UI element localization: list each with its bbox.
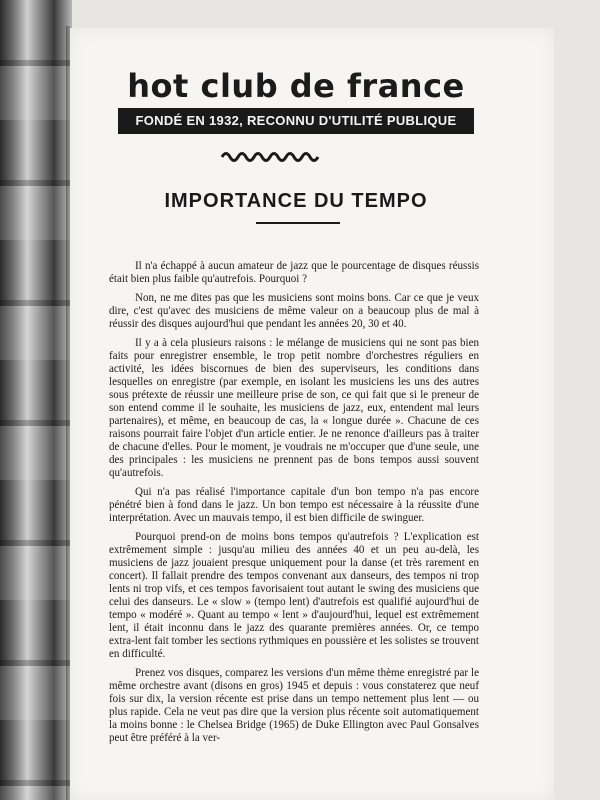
article-title: IMPORTANCE DU TEMPO [164, 190, 428, 212]
wave-ornament-icon [220, 148, 320, 162]
paragraph: Qui n'a pas réalisé l'importance capitale d'un bon tempo n'a pas encore pénétré bien à fond dans le jazz. Un bon tempo est nécessaire à la réussite d'une interprétation. Avec un mauvais tempo, il est bien difficile de swinguer. [109, 486, 479, 524]
article-body [109, 260, 479, 751]
title-underline [256, 222, 340, 224]
paragraph: Prenez vos disques, comparez les versions d'un même thème enregistré par le même orchestre avant (disons en gros) 1945 et depuis : vous constaterez que neuf fois sur dix, la version récente est prise dans un tempo nettement plus lent — ou plus rapide. Cela ne veut pas dire que la version plus récente soit automatiquement la moins bonne : le Chelsea Bridge (1965) de Duke Ellington avec Paul Gonsalves peut être préféré à la ver- [109, 667, 479, 744]
masthead [110, 66, 482, 134]
paragraph: Il n'a échappé à aucun amateur de jazz que le pourcentage de disques réussis était bien plus faible qu'autrefois. Pourquoi ? [109, 260, 479, 285]
founding-banner: FONDÉ EN 1932, RECONNU D'UTILITÉ PUBLIQUE [118, 108, 474, 134]
club-title: hot club de france [127, 67, 465, 105]
paragraph: Non, ne me dites pas que les musiciens sont moins bons. Car ce que je veux dire, c'est qu'avec des musiciens de même valeur on a beaucoup plus de mal à réussir des disques aujourd'hui que pendant les années 20, 30 et 40. [109, 292, 479, 330]
paragraph: Il y a à cela plusieurs raisons : le mélange de musiciens qui ne sont pas bien faits pour enregistrer ensemble, le trop petit nombre d'orchestres réguliers en activité, les idées biscornues de bien des superviseurs, les conditions dans lesquelles on enregistre (par exemple, en isolant les musiciens les uns des autres sous prétexte de réussir une meilleure prise de son, ce qui fait que si le preneur de son entend comme il le souhaite, les musiciens de jazz, eux, entendent mal leurs partenaires), et même, en beaucoup de cas, la « longue durée ». Chacune de ces raisons pourrait faire l'objet d'un article entier. Je ne renonce d'ailleurs pas à traiter de chacune d'elles. Pour le moment, je voudrais ne m'occuper que d'une seule, une des principales : les musiciens ne prennent pas de bons tempos aussi souvent qu'autrefois. [109, 337, 479, 479]
cover-photo-edge [0, 0, 72, 800]
paragraph: Pourquoi prend-on de moins bons tempos qu'autrefois ? L'explication est extrêmement simple : jusqu'au milieu des années 40 et un peu au-delà, les musiciens de jazz jouaient presque uniquement pour la danse (et très rarement en concert). Il fallait prendre des tempos convenant aux danseurs, des tempos ni trop lents ni trop vifs, et ces tempos favorisaient tout autant le swing des musiciens que celui des danseurs. Le « slow » (tempo lent) d'autrefois est qualifié aujourd'hui de tempo « modéré ». Quant au tempo « lent » d'aujourd'hui, lequel est extrêmement lent, il était inconnu dans le jazz des quarante premières années. Or, ce tempo extra-lent fait tomber les sections rythmiques en poussière et les solistes se trouvent en difficulté. [109, 531, 479, 660]
document-page [70, 28, 554, 800]
